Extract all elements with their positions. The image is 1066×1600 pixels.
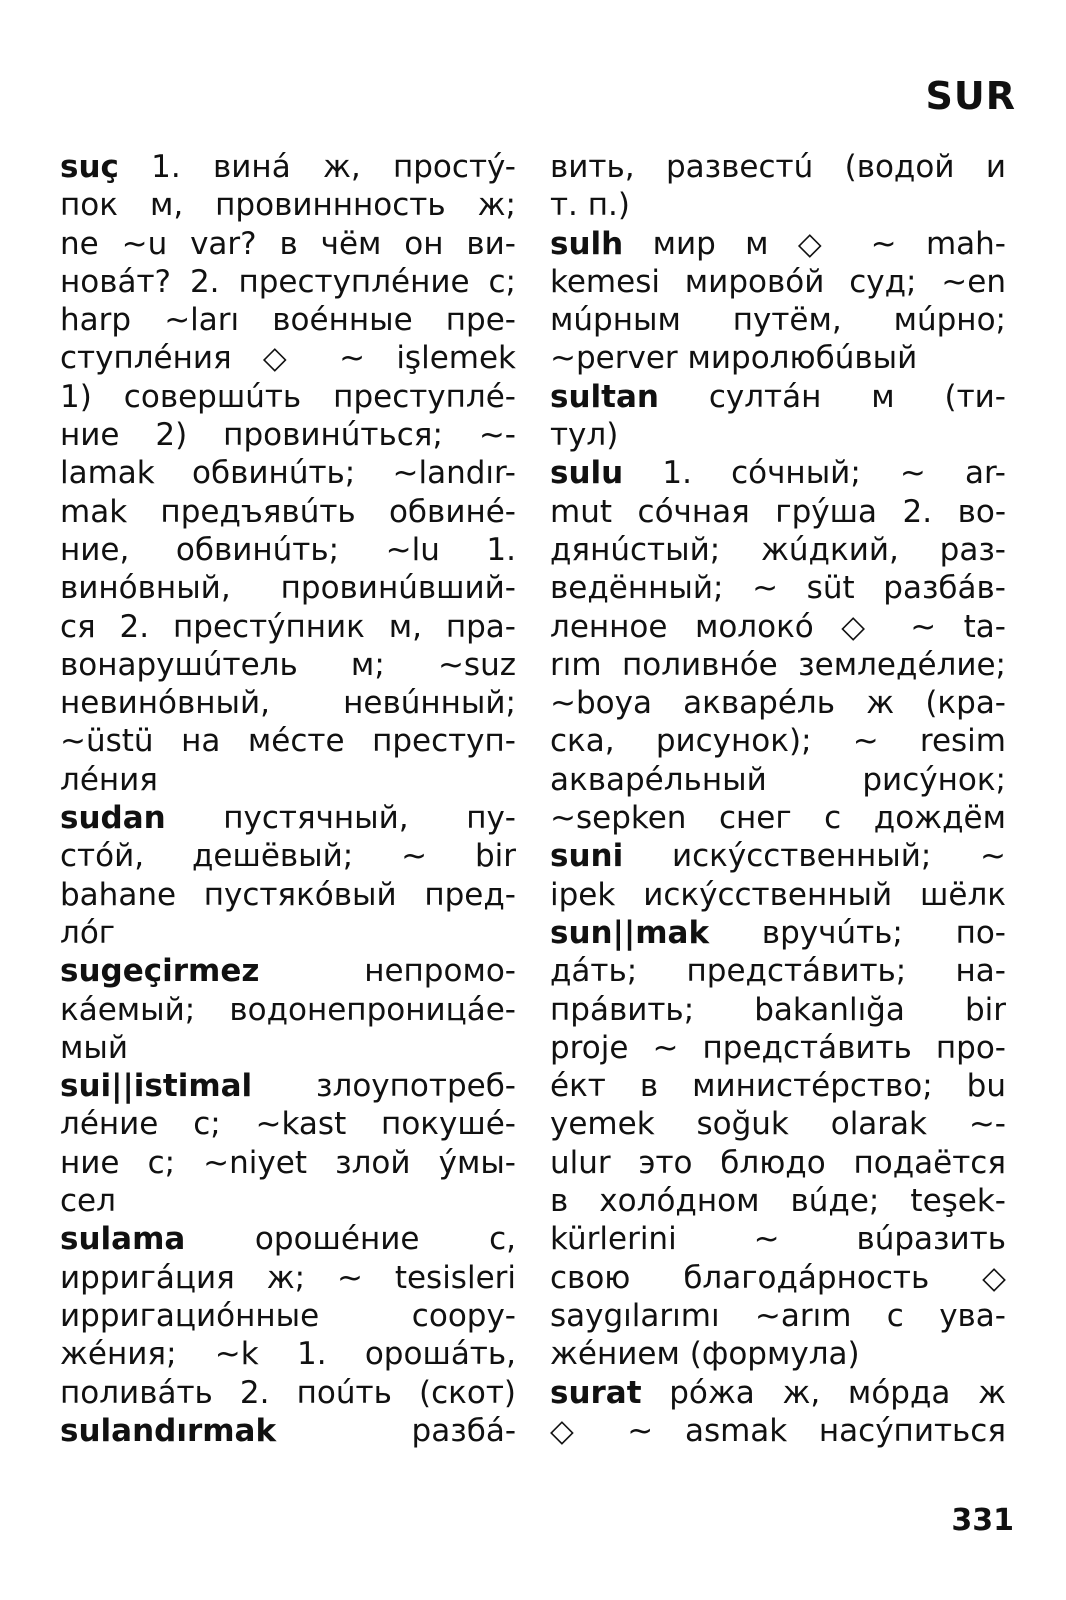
entry-line [550,799,1006,837]
entry-line [60,1335,516,1373]
entry-line [550,1029,1006,1067]
entry-line [60,531,516,569]
entry-first-line [550,454,1006,492]
entry-text: дянúстый; жúдкий, раз- [550,531,1006,568]
entry-line [60,454,516,492]
entry-text: злоупотреб- [252,1068,516,1105]
entry-line [60,569,516,607]
entry-text: новáт? 2. преступлéние с; [60,263,516,300]
entry-line [550,416,1006,454]
entry-line [60,378,516,416]
entry-text: невинóвный, невúнный; [60,685,516,722]
entry-text: éкт в министéрство; bu [550,1068,1006,1105]
entry-line [550,876,1006,914]
entry-text: тул) [550,417,619,454]
entry-line [60,876,516,914]
entry-line [60,608,516,646]
entry-first-line [550,914,1006,952]
entry-line [60,646,516,684]
entry-text: пок м, провиннность ж; [60,187,516,224]
entry-line [550,569,1006,607]
entry-text: орошéние с, [185,1221,516,1258]
entry-text: harp ~ları воéнные пре- [60,302,516,339]
entry-text: мúрным путём, мúрно; [550,302,1006,339]
entry-text: 1. винá ж, простý- [118,149,516,185]
entry-text: bahane пустякóвый пред- [60,876,516,913]
entry-text: поливáть 2. поúть (скот) [60,1374,516,1411]
entry-text: прáвить; bakanlığa bir [550,991,1006,1028]
entry-first-line [60,148,516,186]
entry-line [60,263,516,301]
entry-text: ~boya акварéль ж (кра- [550,685,1006,722]
headword: sugeçirmez [60,953,260,990]
entry-text: рóжа ж, мóрда ж [641,1374,1006,1411]
entry-line [550,761,1006,799]
entry-line [550,608,1006,646]
entry-text: сел [60,1183,116,1220]
entry-line [550,339,1006,377]
entry-text: вить, развестú (водой и [550,149,1006,185]
entry-text: saygılarımı ~arım с ува- [550,1297,1006,1334]
entry-text: жéнием (формула) [550,1336,860,1373]
entry-text: разбá- [276,1412,516,1449]
entry-text: ирригациóнные соору- [60,1297,516,1334]
entry-text: kemesi мировóй суд; ~en [550,263,1006,300]
headword: sulu [550,455,624,492]
entry-line [60,416,516,454]
entry-text: lamak обвинúть; ~landır- [60,455,516,492]
entry-text: kürlerini ~ вúразить [550,1221,1006,1258]
entry-text: вручúть; по- [709,914,1006,951]
entry-line [550,1297,1006,1335]
entry-first-line [550,225,1006,263]
entry-line [550,1412,1006,1450]
headword: suç [60,149,119,185]
entry-text: 1) совершúть преступлé- [60,378,516,415]
entry-text: ipek искýсственный шёлк [550,876,1006,913]
entry-line [550,722,1006,760]
entry-line [60,186,516,224]
entry-first-line [60,952,516,990]
entry-line [550,952,1006,990]
entry-first-line [550,1374,1006,1412]
entry-text: винóвный, провинúвший- [60,570,516,607]
entry-text: ирригáция ж; ~ tesisleri [60,1259,516,1296]
entry-text: пустячный, пу- [165,800,516,837]
entry-line [60,837,516,875]
entry-text: жéния; ~k 1. орошáть, [60,1336,516,1373]
entry-text: в холóдном вúде; teşek- [550,1183,1006,1220]
entry-text: мир м ◇ ~ mah- [623,225,1006,262]
entry-line [60,1105,516,1143]
entry-line [550,684,1006,722]
headword: sui||istimal [60,1068,253,1105]
entry-text: ведённый; ~ süt разбáв- [550,570,1006,607]
entry-first-line [60,1220,516,1258]
headword: sudan [60,800,166,837]
entry-line [550,186,1006,224]
entry-text: кáемый; водонепроницáе- [60,991,516,1028]
right-column [550,148,1006,1450]
entry-text: султáн м (ти- [658,378,1006,415]
entry-text: ~üstü на мéсте преступ- [60,723,516,760]
left-column [60,148,516,1450]
entry-line [550,1182,1006,1220]
entry-line [60,914,516,952]
page-number: 331 [951,1503,1014,1538]
entry-text: ulur это блюдо подаётся [550,1144,1006,1181]
entry-text: вонарушúтель м; ~suz [60,646,516,683]
entry-line [60,1029,516,1067]
entry-line [550,991,1006,1029]
entry-line [550,1335,1006,1373]
entry-text: свою благодáрность ◇ [550,1259,1006,1296]
entry-text: стóй, дешёвый; ~ bir [60,838,516,875]
entry-line [550,493,1006,531]
headword: surat [550,1374,642,1411]
entry-line [550,263,1006,301]
entry-line [550,646,1006,684]
entry-line [60,225,516,263]
entry-first-line [550,378,1006,416]
entry-text: mak предъявúть обвинé- [60,493,516,530]
headword: sun||mak [550,914,710,951]
entry-text: ◇ ~ asmak насýпиться [550,1412,1006,1449]
entry-line [60,301,516,339]
entry-text: ~sepken снег с дождём [550,800,1006,837]
entry-text: ска, рисунок); ~ resim [550,723,1006,760]
entry-first-line [60,799,516,837]
entry-first-line [60,1412,516,1450]
headword: sultan [550,378,659,415]
entry-text: искýсственный; ~ [623,838,1006,875]
entry-line [60,1259,516,1297]
entry-line [550,1105,1006,1143]
entry-text: 1. сóчный; ~ ar- [623,455,1006,492]
entry-text: yemek soğuk olarak ~- [550,1106,1006,1143]
entry-text: мый [60,1029,129,1066]
entry-line [60,339,516,377]
entry-line [60,1297,516,1335]
entry-text: rım поливнóе земледéлие; [550,646,1006,683]
entry-line [550,1220,1006,1258]
headword: sulama [60,1221,186,1258]
entry-text: mut сóчная грýша 2. во- [550,493,1006,530]
headword: suni [550,838,624,875]
entry-text: ленное молокó ◇ ~ ta- [550,608,1006,645]
entry-line [550,301,1006,339]
entry-text: ние с; ~niyet злой ýмы- [60,1144,516,1181]
entry-text: акварéльный рисýнок; [550,761,1006,798]
entry-text: ne ~u var? в чём он ви- [60,225,516,262]
entry-line [60,493,516,531]
entry-line [60,761,516,799]
entry-text: ние, обвинúть; ~lu 1. [60,531,516,568]
entry-first-line [550,837,1006,875]
entry-line [60,1182,516,1220]
entry-line [60,1374,516,1412]
entry-line [60,1144,516,1182]
entry-line [550,1259,1006,1297]
entry-line [550,1067,1006,1105]
entry-text: ~perver миролюбúвый [550,340,918,377]
entry-first-line [60,1067,516,1105]
entry-text: т. п.) [550,187,630,224]
entry-text: лóг [60,914,116,951]
entry-text: ние 2) провинúться; ~- [60,417,516,454]
entry-text: лéние с; ~kast покушé- [60,1106,516,1143]
entry-text: ся 2. престýпник м, пра- [60,608,516,645]
entry-text: proje ~ предстáвить про- [550,1029,1006,1066]
entry-line [60,684,516,722]
headword: sulandırmak [60,1412,277,1449]
headword: sulh [550,225,624,262]
entry-line [550,531,1006,569]
entry-line [550,1144,1006,1182]
entry-text: ступлéния ◇ ~ işlemek [60,340,516,377]
entry-line [60,722,516,760]
entry-text: дáть; предстáвить; на- [550,953,1006,990]
entry-line [60,991,516,1029]
entry-text: лéния [60,761,158,798]
entry-line [550,148,1006,186]
entry-text: непромо- [259,953,516,990]
running-head: SUR [925,74,1016,118]
